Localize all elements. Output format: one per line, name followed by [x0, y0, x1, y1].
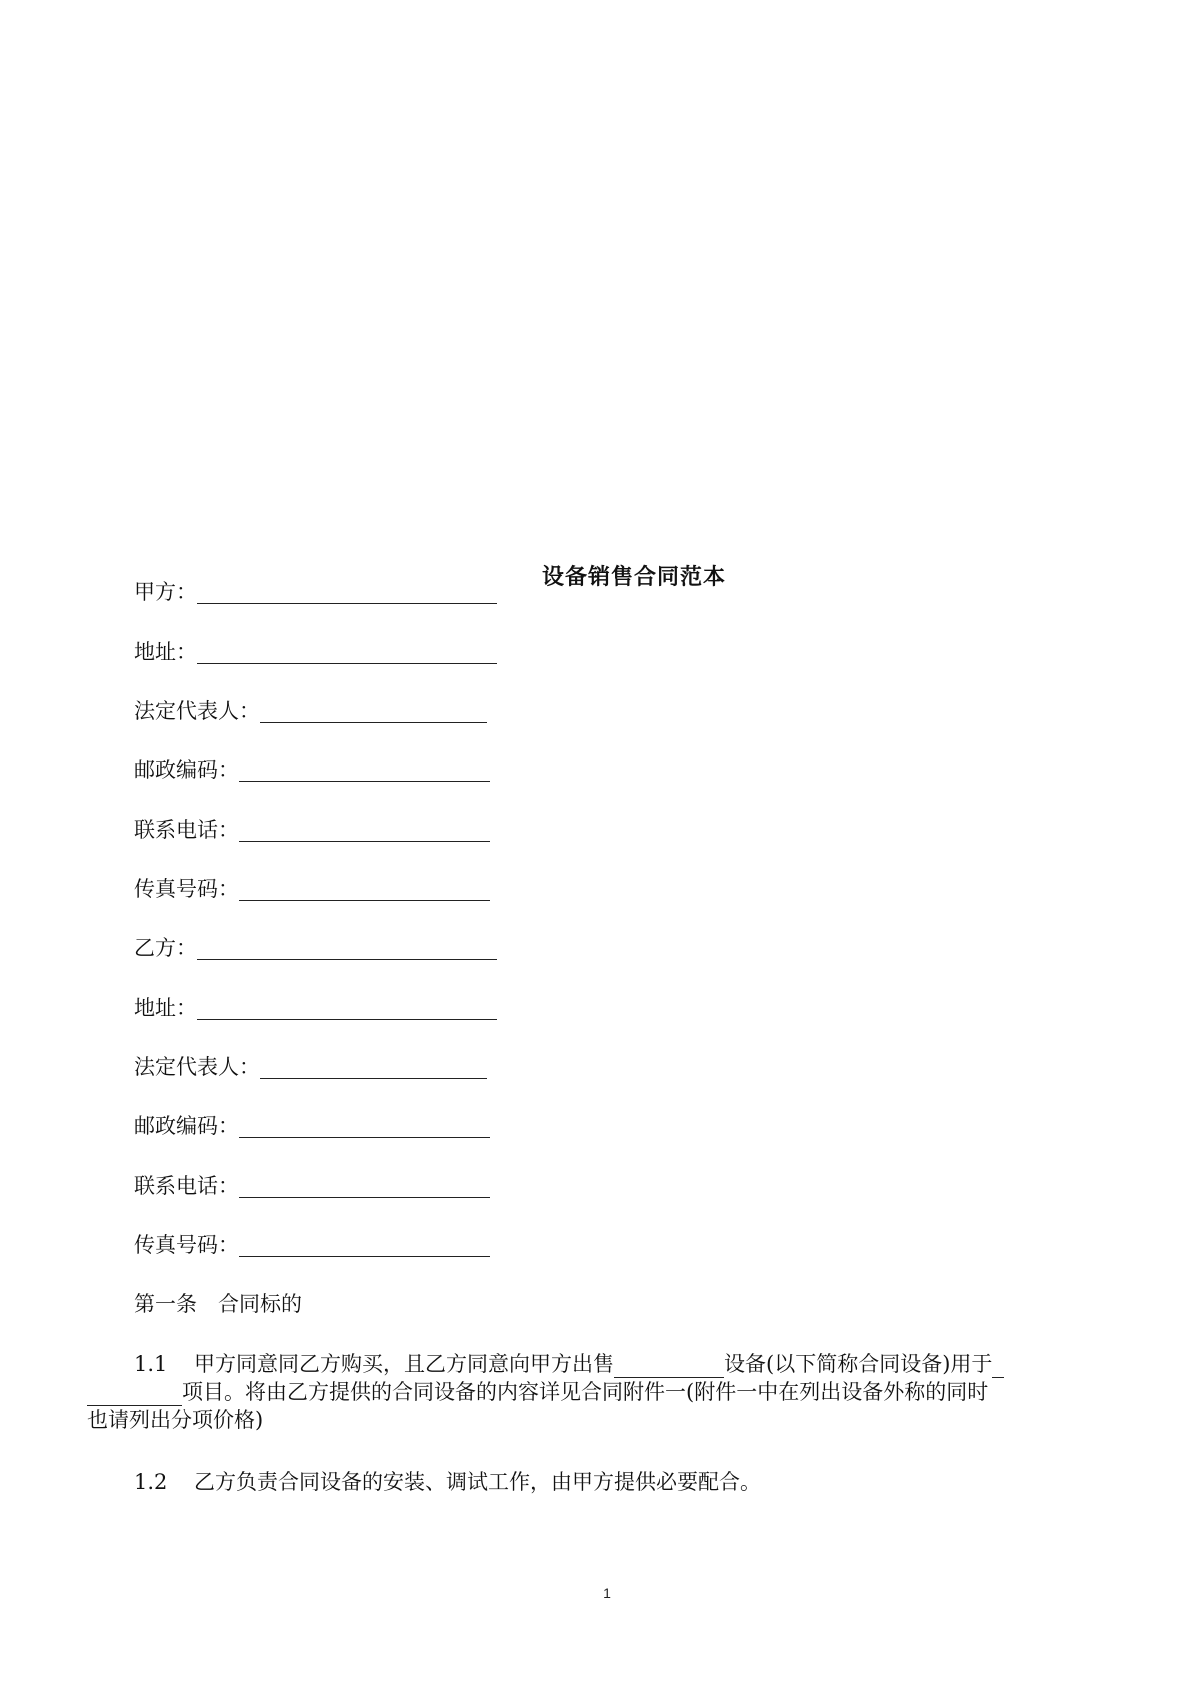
party-b-phone-blank[interactable]: [239, 1173, 490, 1198]
party-a-address-field: [134, 638, 497, 666]
party-b-fax-field: [134, 1231, 490, 1259]
clause-1-1-number: 1.1: [134, 1352, 168, 1376]
clause-1-1-text-b: 设备(以下简称合同设备)用于: [724, 1352, 993, 1376]
party-a-legal-rep-label: 法定代表人：: [134, 699, 260, 723]
party-b-legal-rep-label: 法定代表人：: [134, 1055, 260, 1079]
party-b-address-blank[interactable]: [197, 995, 497, 1020]
clause-1-1: [87, 1350, 1117, 1434]
party-a-legal-rep-field: [134, 697, 487, 725]
article-1-heading: 第一条 合同标的: [134, 1292, 302, 1316]
party-a-legal-rep-blank[interactable]: [260, 698, 487, 723]
party-b-legal-rep-field: [134, 1053, 487, 1081]
party-b-legal-rep-blank[interactable]: [260, 1054, 487, 1079]
party-b-address-field: [134, 994, 497, 1022]
party-b-blank[interactable]: [197, 935, 497, 960]
equipment-name-blank[interactable]: [614, 1355, 724, 1378]
party-b-postcode-field: [134, 1112, 490, 1140]
clause-1-2-number: 1.2: [134, 1470, 168, 1494]
party-a-postcode-field: [134, 756, 490, 784]
party-b-label: 乙方：: [134, 936, 197, 960]
clause-1-1-text-c: 项目。将由乙方提供的合同设备的内容详见合同附件一(附件一中在列出设备外称的同时: [182, 1380, 989, 1404]
clause-1-2-text: 乙方负责合同设备的安装、调试工作，由甲方提供必要配合。: [194, 1470, 761, 1494]
party-a-postcode-label: 邮政编码：: [134, 758, 239, 782]
party-a-fax-label: 传真号码：: [134, 877, 239, 901]
party-a-phone-field: [134, 816, 490, 844]
party-a-label: 甲方：: [134, 580, 197, 604]
party-b-postcode-blank[interactable]: [239, 1113, 490, 1138]
clause-1-2: [87, 1468, 1117, 1496]
party-a-field: [134, 578, 497, 606]
party-b-fax-label: 传真号码：: [134, 1233, 239, 1257]
clause-1-1-text-a: 甲方同意同乙方购买，且乙方同意向甲方出售: [194, 1352, 614, 1376]
party-b-fax-blank[interactable]: [239, 1232, 490, 1257]
clause-1-2-line: [87, 1468, 1117, 1496]
project-name-blank[interactable]: [87, 1383, 182, 1406]
party-b-field: [134, 934, 497, 962]
party-b-phone-field: [134, 1172, 490, 1200]
clause-1-1-line-3: 也请列出分项价格): [87, 1408, 264, 1432]
party-b-postcode-label: 邮政编码：: [134, 1114, 239, 1138]
party-b-address-label: 地址：: [134, 996, 197, 1020]
page-number: 1: [603, 1585, 611, 1601]
clause-1-1-line-2: [87, 1378, 1117, 1406]
project-name-blank-start[interactable]: [992, 1355, 1004, 1378]
party-b-phone-label: 联系电话：: [134, 1174, 239, 1198]
party-a-postcode-blank[interactable]: [239, 757, 490, 782]
party-a-fax-blank[interactable]: [239, 876, 490, 901]
party-a-fax-field: [134, 875, 490, 903]
clause-1-1-line-1: [87, 1350, 1117, 1378]
party-a-address-label: 地址：: [134, 640, 197, 664]
document-title: 设备销售合同范本: [541, 565, 726, 590]
party-a-address-blank[interactable]: [197, 639, 497, 664]
party-a-phone-blank[interactable]: [239, 817, 490, 842]
party-a-blank[interactable]: [197, 579, 497, 604]
party-a-phone-label: 联系电话：: [134, 818, 239, 842]
